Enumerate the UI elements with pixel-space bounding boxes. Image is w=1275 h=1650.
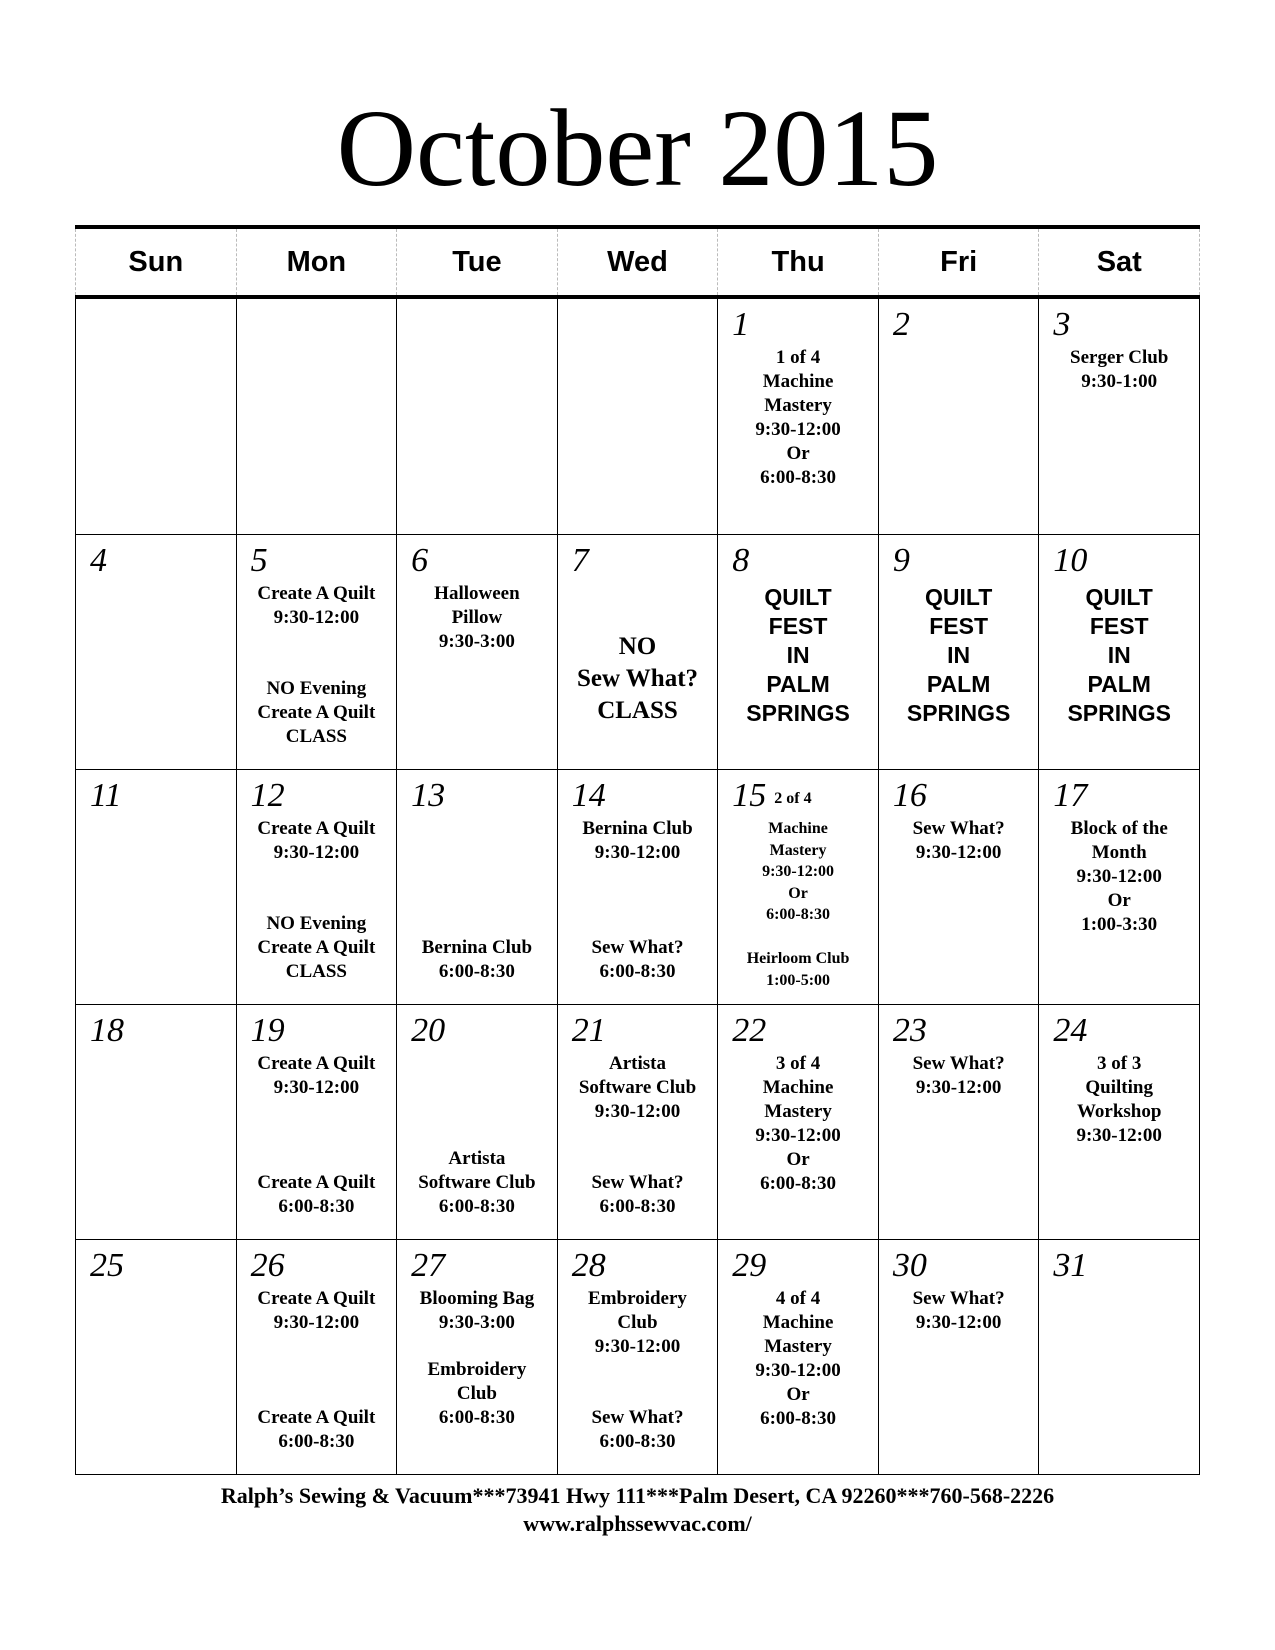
event-line: 6:00-8:30	[278, 1431, 355, 1452]
event-line: Create A Quilt	[257, 1172, 376, 1193]
day-cell-19	[237, 1004, 398, 1239]
day-cell-23	[879, 1004, 1040, 1239]
day-cell-10	[1039, 534, 1200, 769]
event-line: 9:30-1:00	[1081, 371, 1158, 392]
day-number: 31	[1053, 1247, 1088, 1284]
event	[558, 936, 718, 984]
event-line: SPRINGS	[1067, 700, 1171, 726]
event-line: 9:30-12:00	[755, 419, 841, 440]
day-cell-29	[718, 1239, 879, 1474]
day-cell-26	[237, 1239, 398, 1474]
event-line: Create A Quilt	[257, 702, 376, 723]
event-line: Sew What?	[912, 1288, 1005, 1309]
event	[237, 817, 397, 865]
event-line: FEST	[929, 613, 989, 639]
event-line: SPRINGS	[746, 700, 850, 726]
event-line: 6:00-8:30	[760, 1408, 837, 1429]
event	[879, 817, 1039, 865]
event-line: Month	[1091, 842, 1147, 863]
event-line: Club	[456, 1383, 497, 1404]
event-line: 3 of 4	[775, 1053, 821, 1074]
day-number: 30	[892, 1247, 927, 1284]
event-line: 9:30-12:00	[755, 1125, 841, 1146]
day-number: 7	[571, 542, 589, 579]
day-cell-14	[558, 769, 719, 1004]
footer-address: Ralph’s Sewing & Vacuum***73941 Hwy 111***Palm Desert, CA 92260***760-568-2226	[220, 1483, 1055, 1508]
event-line: Or	[1107, 890, 1131, 911]
day-cell-13	[397, 769, 558, 1004]
event-line: Sew What?	[912, 818, 1005, 839]
event-line: Blooming Bag	[419, 1288, 535, 1309]
event-line: Create A Quilt	[257, 583, 376, 604]
event	[397, 936, 557, 984]
event-line: 9:30-12:00	[915, 1312, 1002, 1333]
day-cell-7	[558, 534, 719, 769]
day-cell-30	[879, 1239, 1040, 1474]
event-line: 6:00-8:30	[599, 961, 676, 982]
event-line: 9:30-12:00	[1076, 1125, 1162, 1146]
weekday-fri: Fri	[878, 229, 1039, 295]
event-notice	[718, 583, 878, 728]
event-line: Machine	[768, 820, 828, 837]
day-cell-9	[879, 534, 1040, 769]
event-line: PALM	[766, 671, 830, 697]
event-line: 6:00-8:30	[599, 1196, 676, 1217]
event-line: Block of the	[1070, 818, 1168, 839]
event-line: NO Evening	[266, 913, 367, 934]
day-number: 17	[1053, 777, 1088, 814]
event	[237, 1171, 397, 1219]
event-line: 9:30-12:00	[273, 842, 360, 863]
day-cell-21	[558, 1004, 719, 1239]
event-line: 9:30-12:00	[915, 842, 1002, 863]
event-line: 9:30-12:00	[273, 1312, 360, 1333]
event-line: Create A Quilt	[257, 818, 376, 839]
event-line: 9:30-3:00	[438, 631, 515, 652]
day-cell-2	[879, 299, 1040, 534]
event-line: 6:00-8:30	[760, 467, 837, 488]
day-number: 5	[250, 542, 268, 579]
event-line: QUILT	[924, 584, 993, 610]
event-line: Or	[788, 884, 808, 902]
event-line: Mastery	[764, 1101, 832, 1122]
event-line: PALM	[926, 671, 991, 697]
event-line: 6:00-8:30	[438, 1196, 515, 1217]
event-line: Sew What?	[576, 665, 699, 692]
day-cell-17	[1039, 769, 1200, 1004]
event-line: Machine	[762, 371, 834, 392]
day-cell-25	[76, 1239, 237, 1474]
event-line: Sew What?	[591, 1407, 684, 1428]
event-line: Sew What?	[912, 1053, 1005, 1074]
event-line: 9:30-12:00	[594, 1336, 681, 1357]
day-number: 22	[732, 1012, 767, 1049]
event	[718, 346, 878, 490]
event-line: SPRINGS	[906, 700, 1011, 726]
footer-website[interactable]: www.ralphssewvac.com/	[523, 1511, 752, 1536]
event-line: Software Club	[578, 1077, 697, 1098]
event-line: Bernina Club	[582, 818, 693, 839]
calendar	[75, 225, 1200, 1475]
event-line: 9:30-12:00	[273, 1077, 360, 1098]
event	[397, 1287, 557, 1335]
event	[237, 1052, 397, 1100]
day-cell-5	[237, 534, 398, 769]
event-line: 9:30-3:00	[438, 1312, 515, 1333]
event-line: FEST	[768, 613, 828, 639]
day-cell-6	[397, 534, 558, 769]
day-cell-20	[397, 1004, 558, 1239]
day-number: 12	[250, 777, 285, 814]
event-line: 3 of 3	[1097, 1053, 1142, 1074]
event-line: Serger Club	[1070, 347, 1169, 368]
event-line: CLASS	[597, 697, 678, 724]
day-number: 20	[411, 1012, 446, 1049]
event-line: Embroidery	[427, 1359, 527, 1380]
event	[558, 1052, 718, 1124]
event	[237, 677, 397, 749]
day-cell-11	[76, 769, 237, 1004]
day-number: 4	[90, 542, 107, 579]
day-number: 2	[892, 306, 910, 343]
event-line: Create A Quilt	[257, 937, 376, 958]
page-title: October 2015	[336, 87, 939, 209]
event-line: Or	[786, 1384, 810, 1405]
event-line: Or	[786, 443, 810, 464]
event-line: NO	[618, 633, 657, 660]
event	[718, 948, 878, 991]
day-number: 9	[892, 542, 910, 579]
day-number: 28	[571, 1247, 606, 1284]
event-line: 9:30-12:00	[762, 863, 835, 880]
day-number: 21	[571, 1012, 606, 1049]
event-line: 6:00-8:30	[278, 1196, 355, 1217]
day-cell-16	[879, 769, 1040, 1004]
day-number: 26	[250, 1247, 285, 1284]
day-number: 6	[411, 542, 429, 579]
event-line: 1:00-5:00	[766, 971, 831, 989]
day-number: 23	[892, 1012, 927, 1049]
event-line: 1 of 4	[775, 347, 821, 368]
event	[1039, 817, 1199, 937]
event-line: QUILT	[1085, 584, 1153, 610]
event	[397, 1358, 557, 1430]
event-line: IN	[1107, 642, 1131, 668]
event-line: 6:00-8:30	[438, 961, 515, 982]
day-cell-22	[718, 1004, 879, 1239]
event	[237, 1287, 397, 1335]
day-cell-empty	[76, 299, 237, 534]
event-line: Workshop	[1076, 1101, 1162, 1122]
event	[1039, 346, 1199, 394]
event-line: Create A Quilt	[257, 1407, 376, 1428]
event-line: 6:00-8:30	[766, 906, 831, 923]
calendar-grid	[75, 299, 1200, 1475]
event-line: Quilting	[1085, 1077, 1153, 1098]
day-cell-12	[237, 769, 398, 1004]
day-number: 14	[571, 777, 606, 814]
event-line: Mastery	[764, 1336, 832, 1357]
event-notice	[1039, 583, 1199, 728]
event	[718, 1052, 878, 1196]
event-line: Artista	[609, 1053, 666, 1074]
event-line: PALM	[1087, 671, 1151, 697]
event-line: Machine	[762, 1312, 834, 1333]
event	[237, 912, 397, 984]
event-line: 1:00-3:30	[1081, 914, 1158, 935]
day-cell-empty	[237, 299, 398, 534]
event-line: Halloween	[434, 583, 520, 604]
event-line: 9:30-12:00	[915, 1077, 1002, 1098]
day-number: 10	[1053, 542, 1088, 579]
event	[397, 582, 557, 654]
event	[397, 1147, 557, 1219]
event-line: 9:30-12:00	[594, 842, 681, 863]
event	[558, 817, 718, 865]
event	[879, 1287, 1039, 1335]
event-line: Bernina Club	[421, 937, 533, 958]
day-number: 25	[90, 1247, 124, 1284]
event	[558, 1287, 718, 1359]
event-line: IN	[947, 642, 971, 668]
day-cell-1	[718, 299, 879, 534]
event	[718, 818, 878, 926]
event-line: FEST	[1089, 613, 1149, 639]
day-number: 8	[732, 542, 750, 579]
event-line: CLASS	[285, 726, 347, 747]
event	[718, 1287, 878, 1431]
event-line: Heirloom Club	[746, 950, 850, 967]
day-cell-4	[76, 534, 237, 769]
event	[879, 1052, 1039, 1100]
weekday-mon: Mon	[236, 229, 397, 295]
day-cell-24	[1039, 1004, 1200, 1239]
event-line: 4 of 4	[775, 1288, 821, 1309]
day-number: 27	[411, 1247, 446, 1284]
event	[1039, 1052, 1199, 1148]
weekday-sat: Sat	[1038, 229, 1200, 295]
day-cell-31	[1039, 1239, 1200, 1474]
day-cell-empty	[397, 299, 558, 534]
day-number: 29	[732, 1247, 767, 1284]
event-line: 6:00-8:30	[599, 1431, 676, 1452]
day-cell-3	[1039, 299, 1200, 534]
day-number: 3	[1053, 306, 1071, 343]
event-line: Machine	[762, 1077, 834, 1098]
event-line: Mastery	[769, 841, 827, 859]
event-line: 9:30-12:00	[273, 607, 360, 628]
event-line: 6:00-8:30	[438, 1407, 515, 1428]
event-line: Mastery	[764, 395, 832, 416]
event-line: Embroidery	[588, 1288, 687, 1309]
day-number: 1	[732, 306, 750, 343]
day-number: 24	[1053, 1012, 1088, 1049]
weekday-thu: Thu	[717, 229, 878, 295]
event-notice	[879, 583, 1039, 728]
event-line: 9:30-12:00	[755, 1360, 841, 1381]
event	[558, 1406, 718, 1454]
event-line: NO Evening	[266, 678, 367, 699]
event	[237, 1406, 397, 1454]
event-line: Sew What?	[591, 1172, 684, 1193]
day-cell-empty	[558, 299, 719, 534]
day-number: 19	[250, 1012, 285, 1049]
weekday-header	[75, 229, 1200, 295]
event-line: Pillow	[451, 607, 503, 628]
event-line: 9:30-12:00	[1076, 866, 1162, 887]
day-number: 18	[90, 1012, 124, 1049]
day-cell-27	[397, 1239, 558, 1474]
event-line: QUILT	[764, 584, 832, 610]
day-number: 11	[90, 777, 122, 814]
event-line: Artista	[448, 1148, 506, 1169]
day-cell-28	[558, 1239, 719, 1474]
event-line: Create A Quilt	[257, 1288, 376, 1309]
session-note: 2 of 4	[774, 790, 812, 807]
day-number: 15	[732, 777, 767, 814]
event-line: IN	[786, 642, 810, 668]
weekday-wed: Wed	[557, 229, 718, 295]
day-number: 13	[411, 777, 446, 814]
day-cell-18	[76, 1004, 237, 1239]
weekday-sun: Sun	[75, 229, 236, 295]
event	[558, 1171, 718, 1219]
event-line: CLASS	[285, 961, 347, 982]
event-notice	[558, 631, 718, 727]
weekday-tue: Tue	[396, 229, 557, 295]
event-line: 9:30-12:00	[594, 1101, 681, 1122]
event-line: Sew What?	[591, 937, 684, 958]
day-cell-8	[718, 534, 879, 769]
day-number: 16	[892, 777, 927, 814]
event-line: 6:00-8:30	[760, 1173, 837, 1194]
event	[237, 582, 397, 630]
event-line: Create A Quilt	[257, 1053, 376, 1074]
event-line: Software Club	[418, 1172, 536, 1193]
event-line: Club	[617, 1312, 658, 1333]
event-line: Or	[786, 1149, 810, 1170]
day-cell-15	[718, 769, 879, 1004]
